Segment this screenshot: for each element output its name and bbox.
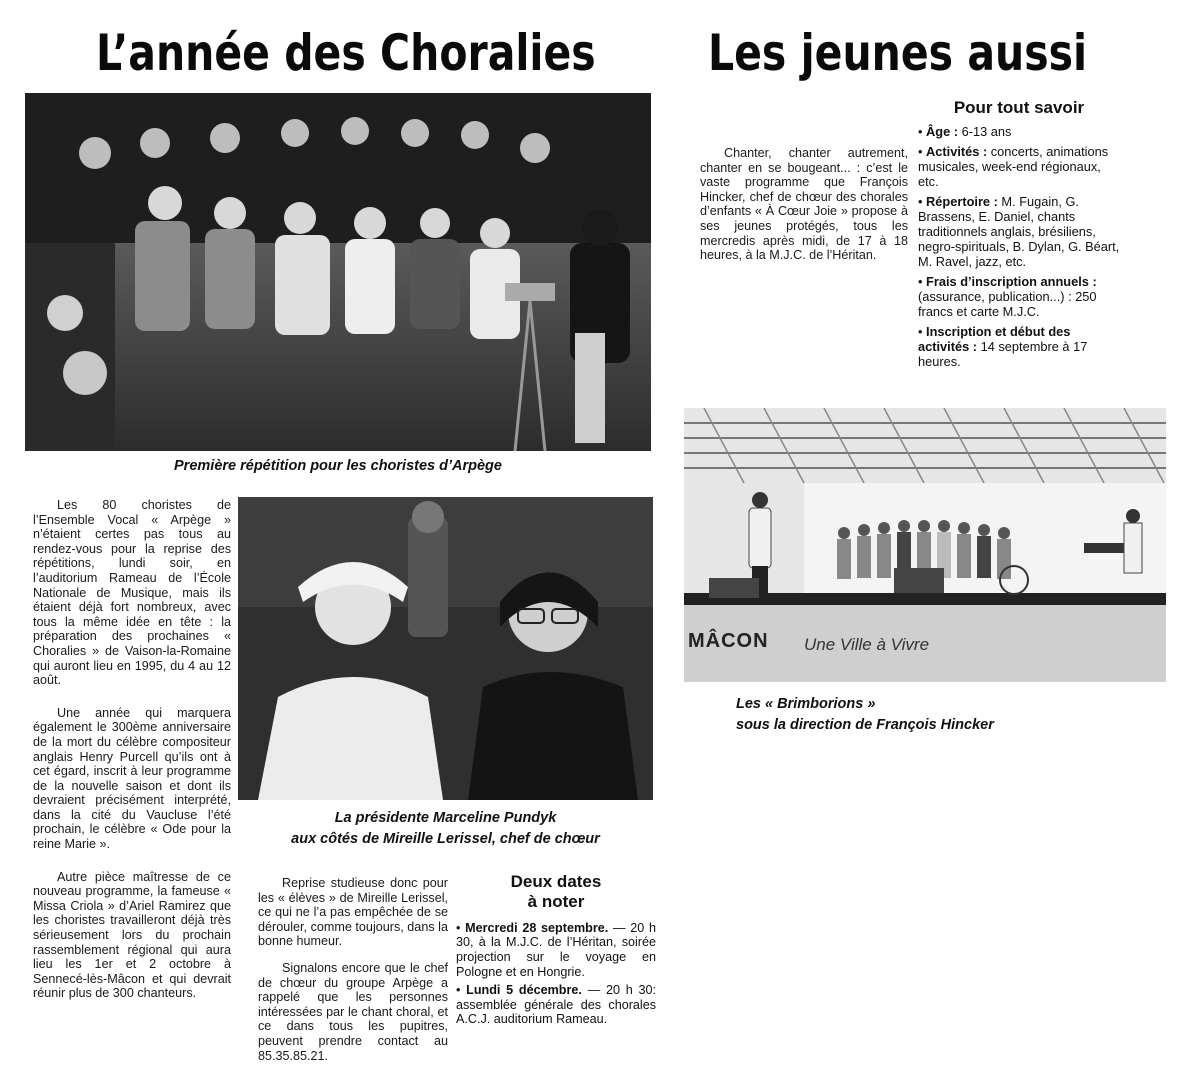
info-item-text: (assurance, publication...) : 250 francs et carte M.J.C. bbox=[918, 289, 1097, 320]
president-caption-line-2: aux côtés de Mireille Lerissel, chef de chœur bbox=[291, 831, 600, 848]
info-item-text: concerts, animations musicales, week-end régionaux, etc. bbox=[918, 144, 1109, 190]
president-caption-line-1: La présidente Marceline Pundyk bbox=[334, 810, 557, 826]
info-item: • Âge : 6-13 ans bbox=[918, 124, 1012, 140]
middle-paragraph-1: Reprise studieuse donc pour les « élèves » de Mireille Lerissel, ce qui ne l’a pas empêchée de se dérouler, comme toujours, dans la bonne humeur. bbox=[258, 876, 448, 949]
date-item-date: Lundi 5 décembre. bbox=[466, 983, 582, 998]
info-item-label: Répertoire : bbox=[926, 194, 998, 210]
right-intro-paragraph: Chanter, chanter autrement, chanter en se bougeant... : c’est le vaste programme que François Hincker, chef de chœur des chorales d’enfants « À Cœur Joie » propose à ses jeunes protégés, tous les mercredis après midi, de 17 à 18 heures, à la M.J.C. de l’Héritan. bbox=[700, 146, 908, 263]
dates-box bbox=[456, 872, 656, 1031]
info-item-text: M. Fugain, G. Brassens, E. Daniel, chants traditionnels anglais, brésiliens, negro-spirituals, B. Dylan, G. Béart, M. Ravel, jazz, etc. bbox=[918, 194, 1120, 270]
rehearsal-caption: Première répétition pour les choristes d’Arpège bbox=[174, 458, 502, 474]
dates-box-title-line-1: Deux dates bbox=[510, 872, 602, 891]
article-paragraph-3: Autre pièce maîtresse de ce nouveau programme, la fameuse « Missa Criola » d’Ariel Ramirez que les choristes travailleront déjà très sérieusement lors du prochain rassemblement régional qui aura lieu les 1er et 2 octobre à Sennecé-lès-Mâcon et qui devrait réunir plus de 300 chanteurs. bbox=[33, 869, 231, 1001]
stage-photo bbox=[684, 408, 1166, 682]
stage-caption-line-2: sous la direction de François Hincker bbox=[736, 717, 994, 734]
left-article-column bbox=[33, 498, 231, 1013]
info-item: • Répertoire : M. Fugain, G. Brassens, E. Daniel, chants traditionnels anglais, brésiliens, negro-spirituals, B. Dylan, G. Béart, M. Ravel, jazz, etc. bbox=[918, 194, 1120, 270]
info-item-label: Frais d’inscription annuels : bbox=[926, 274, 1097, 290]
left-headline: L’année des Choralies bbox=[96, 24, 596, 82]
date-item-text: — 20 h 30: assemblée générale des chorales A.C.J. auditorium Rameau. bbox=[456, 983, 656, 1027]
middle-paragraph-2: Signalons encore que le chef de chœur du groupe Arpège a rappelé que les personnes intéressées par le chant choral, et ce dans tous les pupitres, peuvent prendre contact au 85.35.85.21. bbox=[258, 960, 448, 1063]
rehearsal-photo-image bbox=[25, 93, 651, 451]
dates-box-title-line-2: à noter bbox=[527, 892, 585, 912]
president-photo bbox=[238, 497, 653, 800]
info-item: • Frais d’inscription annuels : (assurance, publication...) : 250 francs et carte M.J.C. bbox=[918, 274, 1097, 320]
info-item-text: 14 septembre à 17 heures. bbox=[918, 339, 1088, 370]
info-box bbox=[918, 98, 1120, 374]
right-headline: Les jeunes aussi bbox=[708, 24, 1088, 82]
info-item-text: 6-13 ans bbox=[958, 124, 1012, 140]
date-item: • Mercredi 28 septembre. — 20 h 30, à la M.J.C. de l’Héritan, soirée projection sur le voyage en Pologne et en Hongrie. bbox=[456, 920, 656, 979]
info-item: • Activités : concerts, animations musicales, week-end régionaux, etc. bbox=[918, 144, 1109, 190]
rehearsal-photo bbox=[25, 93, 651, 451]
macon-logo: MÂCON bbox=[688, 630, 769, 652]
date-item-text: — 20 h 30, à la M.J.C. de l’Héritan, soirée projection sur le voyage en Pologne et en Hongrie. bbox=[456, 920, 656, 979]
date-item-date: Mercredi 28 septembre. bbox=[465, 920, 609, 935]
stage-caption-line-1: Les « Brimborions » bbox=[736, 696, 876, 712]
info-item-label: Activités : bbox=[926, 144, 988, 160]
president-photo-image bbox=[238, 497, 653, 800]
article-paragraph-1: Les 80 choristes de l’Ensemble Vocal « Arpège » n’étaient certes pas tous au rendez-vous pour la reprise des répétitions, lundi soir, en l’auditorium Rameau de l’École Nationale de Musique, mais ils étaient déjà fort nombreux, avec tous la même idée en tête : la préparation des prochaines « Choralies » de Vaison-la-Romaine qui auront lieu en 1995, du 4 au 12 août. bbox=[33, 498, 231, 688]
date-item: • Lundi 5 décembre. — 20 h 30: assemblée générale des chorales A.C.J. auditorium Rameau. bbox=[456, 983, 656, 1027]
info-item-label: Inscription et début des activités : bbox=[918, 324, 1071, 355]
info-item-label: Âge : bbox=[926, 124, 959, 140]
info-item: • Inscription et début des activités : 14 septembre à 17 heures. bbox=[918, 324, 1088, 370]
macon-slogan: Une Ville à Vivre bbox=[804, 635, 930, 654]
stage-caption bbox=[736, 694, 994, 736]
middle-article-column bbox=[258, 876, 448, 1075]
article-paragraph-2: Une année qui marquera également le 300ème anniversaire de la mort du célèbre compositeur anglais Henry Purcell qu’ils ont à cet égard, inscrit à leur programme de la nouvelle saison et dont ils devraient précisément interprété, dans la cité du Vaucluse l’été prochain, le célèbre « Ode pour la reine Marie ». bbox=[33, 705, 231, 852]
president-caption bbox=[238, 808, 653, 850]
info-box-title: Pour tout savoir bbox=[953, 98, 1085, 117]
